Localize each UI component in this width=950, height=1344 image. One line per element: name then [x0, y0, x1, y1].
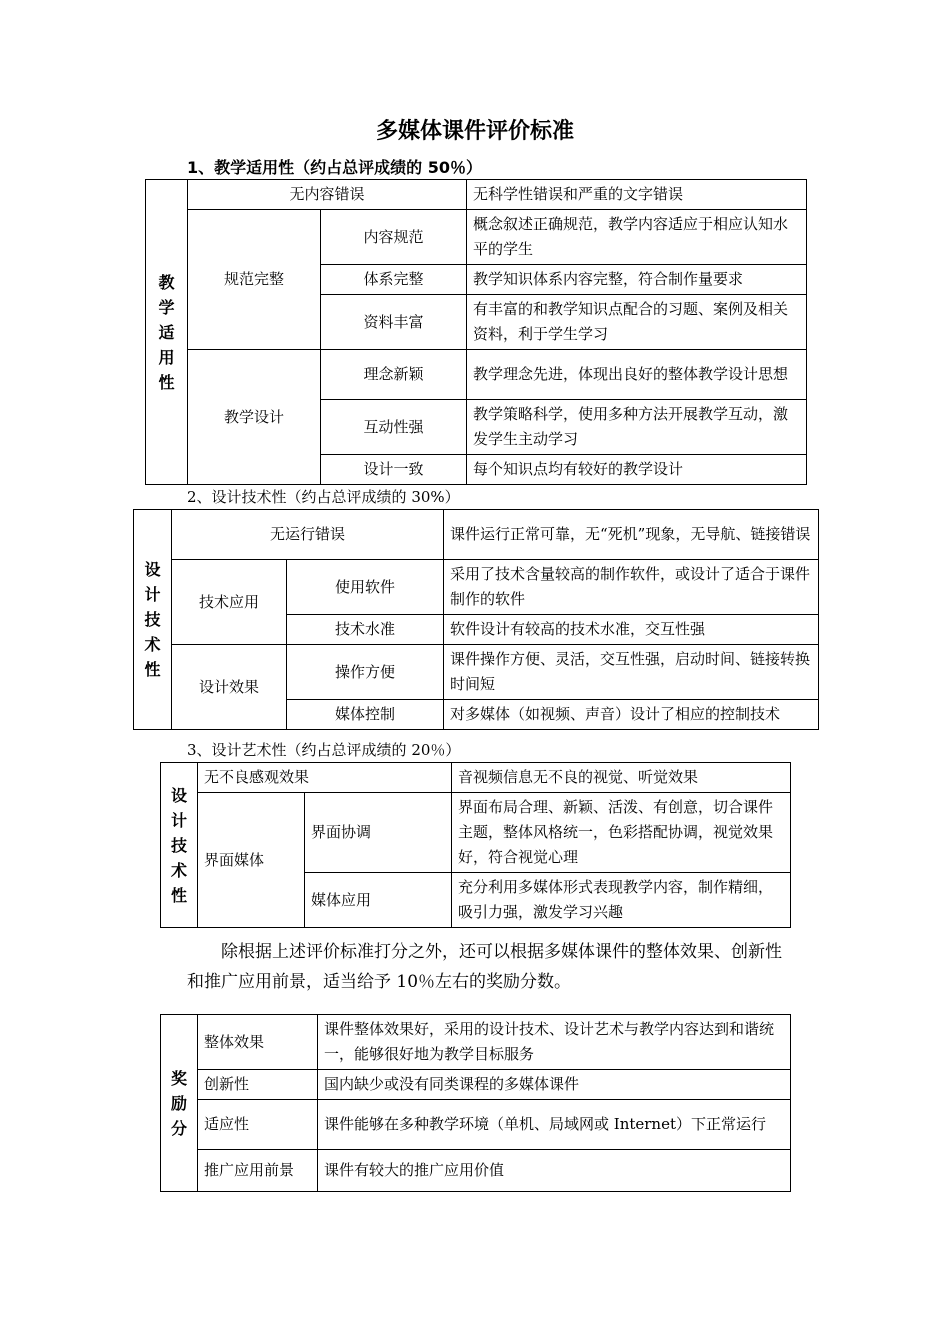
bonus-item: 创新性	[198, 1070, 318, 1100]
criterion-sub: 资料丰富	[321, 295, 467, 350]
criterion-sub: 使用软件	[287, 560, 444, 615]
section1-table	[145, 179, 807, 485]
criterion-desc: 概念叙述正确规范，教学内容适应于相应认知水平的学生	[467, 210, 807, 265]
section2-heading: 2、设计技术性（约占总评成绩的 30%）	[187, 488, 460, 506]
page-title: 多媒体课件评价标准	[375, 119, 574, 144]
criterion-sub: 内容规范	[321, 210, 467, 265]
section1-heading: 1、教学适用性（约占总评成绩的 50％）	[187, 158, 482, 177]
criterion-desc: 课件操作方便、灵活，交互性强，启动时间、链接转换时间短	[444, 645, 819, 700]
bonus-desc: 课件有较大的推广应用价值	[318, 1150, 791, 1192]
section3-heading: 3、设计艺术性（约占总评成绩的 20％）	[187, 741, 461, 759]
criterion-desc: 软件设计有较高的技术水准，交互性强	[444, 615, 819, 645]
criterion-desc: 界面布局合理、新颖、活泼、有创意，切合课件主题，整体风格统一，色彩搭配协调，视觉效果好，符合视觉心理	[452, 793, 791, 873]
criterion-group: 技术应用	[172, 560, 287, 645]
criterion-sub: 媒体应用	[305, 873, 452, 928]
bonus-desc: 课件整体效果好，采用的设计技术、设计艺术与教学内容达到和谐统一，能够很好地为教学目标服务	[318, 1015, 791, 1070]
criterion-item: 无内容错误	[188, 180, 467, 210]
criterion-desc: 每个知识点均有较好的教学设计	[467, 455, 807, 485]
bonus-desc: 国内缺少或没有同类课程的多媒体课件	[318, 1070, 791, 1100]
criterion-sub: 界面协调	[305, 793, 452, 873]
criterion-desc: 有丰富的和教学知识点配合的习题、案例及相关资料，利于学生学习	[467, 295, 807, 350]
criterion-desc: 采用了技术含量较高的制作软件，或设计了适合于课件制作的软件	[444, 560, 819, 615]
bonus-item: 适应性	[198, 1100, 318, 1150]
section3-category: 设 计 技 术 性	[161, 763, 198, 928]
bonus-item: 整体效果	[198, 1015, 318, 1070]
criterion-desc: 教学策略科学，使用多种方法开展教学互动，激发学生主动学习	[467, 400, 807, 455]
criterion-desc: 无科学性错误和严重的文字错误	[467, 180, 807, 210]
criterion-sub: 媒体控制	[287, 700, 444, 730]
criterion-group: 界面媒体	[198, 793, 305, 928]
criterion-group: 教学设计	[188, 350, 321, 485]
criterion-item: 无不良感观效果	[198, 763, 452, 793]
bonus-table	[160, 1014, 791, 1192]
criterion-sub: 体系完整	[321, 265, 467, 295]
section2-category: 设 计 技 术 性	[134, 510, 172, 730]
criterion-group: 设计效果	[172, 645, 287, 730]
criterion-item: 无运行错误	[172, 510, 444, 560]
criterion-group: 规范完整	[188, 210, 321, 350]
section2-table	[133, 509, 819, 730]
criterion-desc: 教学理念先进，体现出良好的整体教学设计思想	[467, 350, 807, 400]
criterion-sub: 理念新颖	[321, 350, 467, 400]
criterion-desc: 教学知识体系内容完整，符合制作量要求	[467, 265, 807, 295]
bonus-category: 奖 励 分	[161, 1015, 198, 1192]
section1-category: 教 学 适 用 性	[146, 180, 188, 485]
section3-table	[160, 762, 791, 928]
bonus-note-paragraph: 除根据上述评价标准打分之外，还可以根据多媒体课件的整体效果、创新性和推广应用前景，适当给予 10％左右的奖励分数。	[187, 942, 782, 992]
criterion-sub: 技术水准	[287, 615, 444, 645]
criterion-desc: 对多媒体（如视频、声音）设计了相应的控制技术	[444, 700, 819, 730]
criterion-sub: 互动性强	[321, 400, 467, 455]
criterion-sub: 设计一致	[321, 455, 467, 485]
bonus-desc: 课件能够在多种教学环境（单机、局域网或 Internet）下正常运行	[318, 1100, 791, 1150]
criterion-desc: 课件运行正常可靠，无“死机”现象，无导航、链接错误	[444, 510, 819, 560]
criterion-desc: 音视频信息无不良的视觉、听觉效果	[452, 763, 791, 793]
criterion-desc: 充分利用多媒体形式表现教学内容，制作精细，吸引力强，激发学习兴趣	[452, 873, 791, 928]
bonus-item: 推广应用前景	[198, 1150, 318, 1192]
criterion-sub: 操作方便	[287, 645, 444, 700]
